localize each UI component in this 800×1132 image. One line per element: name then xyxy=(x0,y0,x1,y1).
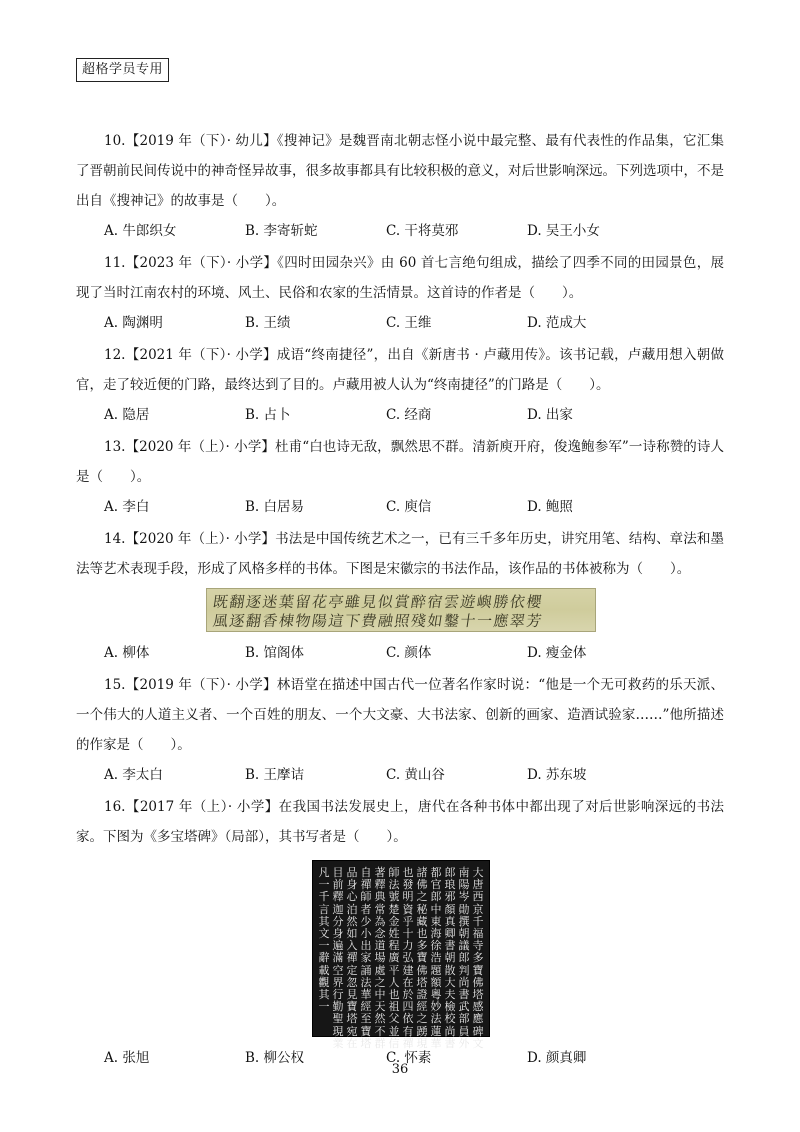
option-a: A. 柳体 xyxy=(104,645,150,661)
option-a: A. 李太白 xyxy=(104,767,163,783)
option-d: D. 瘦金体 xyxy=(527,645,587,661)
question-15 xyxy=(76,670,724,790)
question-10 xyxy=(76,126,724,246)
option-row xyxy=(76,216,724,246)
option-row xyxy=(76,492,724,522)
option-a: A. 陶渊明 xyxy=(104,315,163,331)
option-row xyxy=(76,760,724,790)
calligraphy-line: 風逐翻香棟物陽這下費融照殘如鑿十一應翠芳 xyxy=(211,612,545,630)
stele-column: 自禪師者少小出家誦法華經至寶塔 xyxy=(360,866,372,1050)
question-stem: 11.【2023 年（下）· 小学】《四时田园杂兴》由 60 首七言绝句组成，描绘了四季不同的田园景色，展现了当时江南农村的环境、风土、民俗和农家的生活情景。这首诗的作者是（ ）。 xyxy=(76,255,724,301)
stele-column: 南陽岑勛撰朝議郎判尚書武部員外 xyxy=(458,866,470,1050)
option-c: C. 庾信 xyxy=(386,499,432,515)
question-13 xyxy=(76,432,724,522)
question-list xyxy=(76,126,724,1075)
option-b: B. 王绩 xyxy=(245,315,291,331)
stele-column: 諸佛之秘藏也多寶佛塔證經之踴現 xyxy=(416,866,428,1050)
option-d: D. 范成大 xyxy=(527,315,587,331)
stele-column: 目前釋迦分身遍滿空界行勤聖現業 xyxy=(332,866,344,1050)
option-c: C. 黄山谷 xyxy=(386,767,445,783)
option-a: A. 隐居 xyxy=(104,407,150,423)
question-stem: 10.【2019 年（下）· 幼儿】《搜神记》是魏晋南北朝志怪小说中最完整、最有代表性的作品集，它汇集了晋朝前民间传说中的神奇怪异故事，很多故事都具有比较积极的意义，对后世影响深远。下列选项中，不是出自《搜神记》的故事是（ ）。 xyxy=(76,133,724,209)
option-row xyxy=(76,400,724,430)
option-b: B. 王摩诘 xyxy=(245,767,305,783)
stele-column: 品身心泊然如入禪定忽見寶塔宛在 xyxy=(346,866,358,1050)
stele-column: 大唐西京千福寺多寶佛塔感應碑文 xyxy=(472,866,484,1050)
option-c: C. 干将莫邪 xyxy=(386,223,459,239)
question-stem: 15.【2019 年（下）· 小学】林语堂在描述中国古代一位著名作家时说：“他是一个无可救药的乐天派、一个伟大的人道主义者、一个百姓的朋友、一个大文豪、大书法家、创新的画家、造酒试验家……”他所描述的作家是（ ）。 xyxy=(76,677,724,753)
question-12 xyxy=(76,340,724,430)
question-16 xyxy=(76,792,724,1073)
question-stem: 12.【2021 年（下）· 小学】成语“终南捷径”，出自《新唐书 · 卢藏用传》。该书记载，卢藏用想入朝做官，走了较近便的门路，最终达到了目的。卢藏用被人认为“终南捷径”的门路是（ ）。 xyxy=(76,347,724,393)
student-only-tag: 超格学员专用 xyxy=(76,58,169,82)
option-b: B. 占卜 xyxy=(245,407,291,423)
stele-column: 都官郎中東海徐浩題額粵妙法蓮華 xyxy=(430,866,442,1050)
option-a: A. 李白 xyxy=(104,499,150,515)
option-c: C. 王维 xyxy=(386,315,432,331)
stele-column: 著釋典常為念道場處之中天然不群 xyxy=(374,866,386,1050)
option-d: D. 出家 xyxy=(527,407,573,423)
option-d: D. 鲍照 xyxy=(527,499,573,515)
option-c: C. 经商 xyxy=(386,407,432,423)
option-b: B. 馆阁体 xyxy=(245,645,305,661)
option-a: A. 张旭 xyxy=(104,1050,150,1066)
slender-gold-calligraphy-image xyxy=(206,588,596,632)
option-c: C. 颜体 xyxy=(386,645,432,661)
stele-column: 凡一千言其文一辭載觀其一 xyxy=(318,866,330,1014)
option-c: C. 怀素 xyxy=(386,1050,432,1066)
question-14 xyxy=(76,524,724,668)
duobao-stele-rubbing-image xyxy=(312,860,490,1050)
option-d: D. 吴王小女 xyxy=(527,223,600,239)
option-row xyxy=(76,638,724,668)
option-d: D. 颜真卿 xyxy=(527,1050,587,1066)
question-stem: 16.【2017 年（上）· 小学】在我国书法发展史上，唐代在各种书体中都出现了对后世影响深远的书法家。下图为《多宝塔碑》（局部），其书写者是（ ）。 xyxy=(76,799,724,845)
page-number: 36 xyxy=(391,1062,409,1077)
option-a: A. 牛郎织女 xyxy=(104,223,177,239)
calligraphy-line: 既翻逐迷葉留花亭雖見似賞醉宿雲遊嶼勝依櫻 xyxy=(211,593,545,611)
stele-column: 郎琅邪顏真卿書朝散大夫檢校尚書 xyxy=(444,866,456,1050)
option-b: B. 白居易 xyxy=(245,499,305,515)
option-d: D. 苏东坡 xyxy=(527,767,587,783)
stele-column: 師法號楚金姓程廣平人也祖父並信 xyxy=(388,866,400,1050)
question-stem: 14.【2020 年（上）· 小学】书法是中国传统艺术之一，已有三千多年历史，讲究用笔、结构、章法和墨法等艺术表现手段，形成了风格多样的书体。下图是宋徽宗的书法作品，该作品的书体被称为（ ）。 xyxy=(76,531,724,577)
option-row xyxy=(76,308,724,338)
question-stem: 13.【2020 年（上）· 小学】杜甫“白也诗无敌，飘然思不群。清新庾开府，俊逸鲍参军”一诗称赞的诗人是（ ）。 xyxy=(76,439,724,485)
stele-column: 也發明資乎十力弘建在於四依有禪 xyxy=(402,866,414,1050)
option-b: B. 柳公权 xyxy=(245,1050,305,1066)
question-11 xyxy=(76,248,724,338)
option-b: B. 李寄斩蛇 xyxy=(245,223,318,239)
